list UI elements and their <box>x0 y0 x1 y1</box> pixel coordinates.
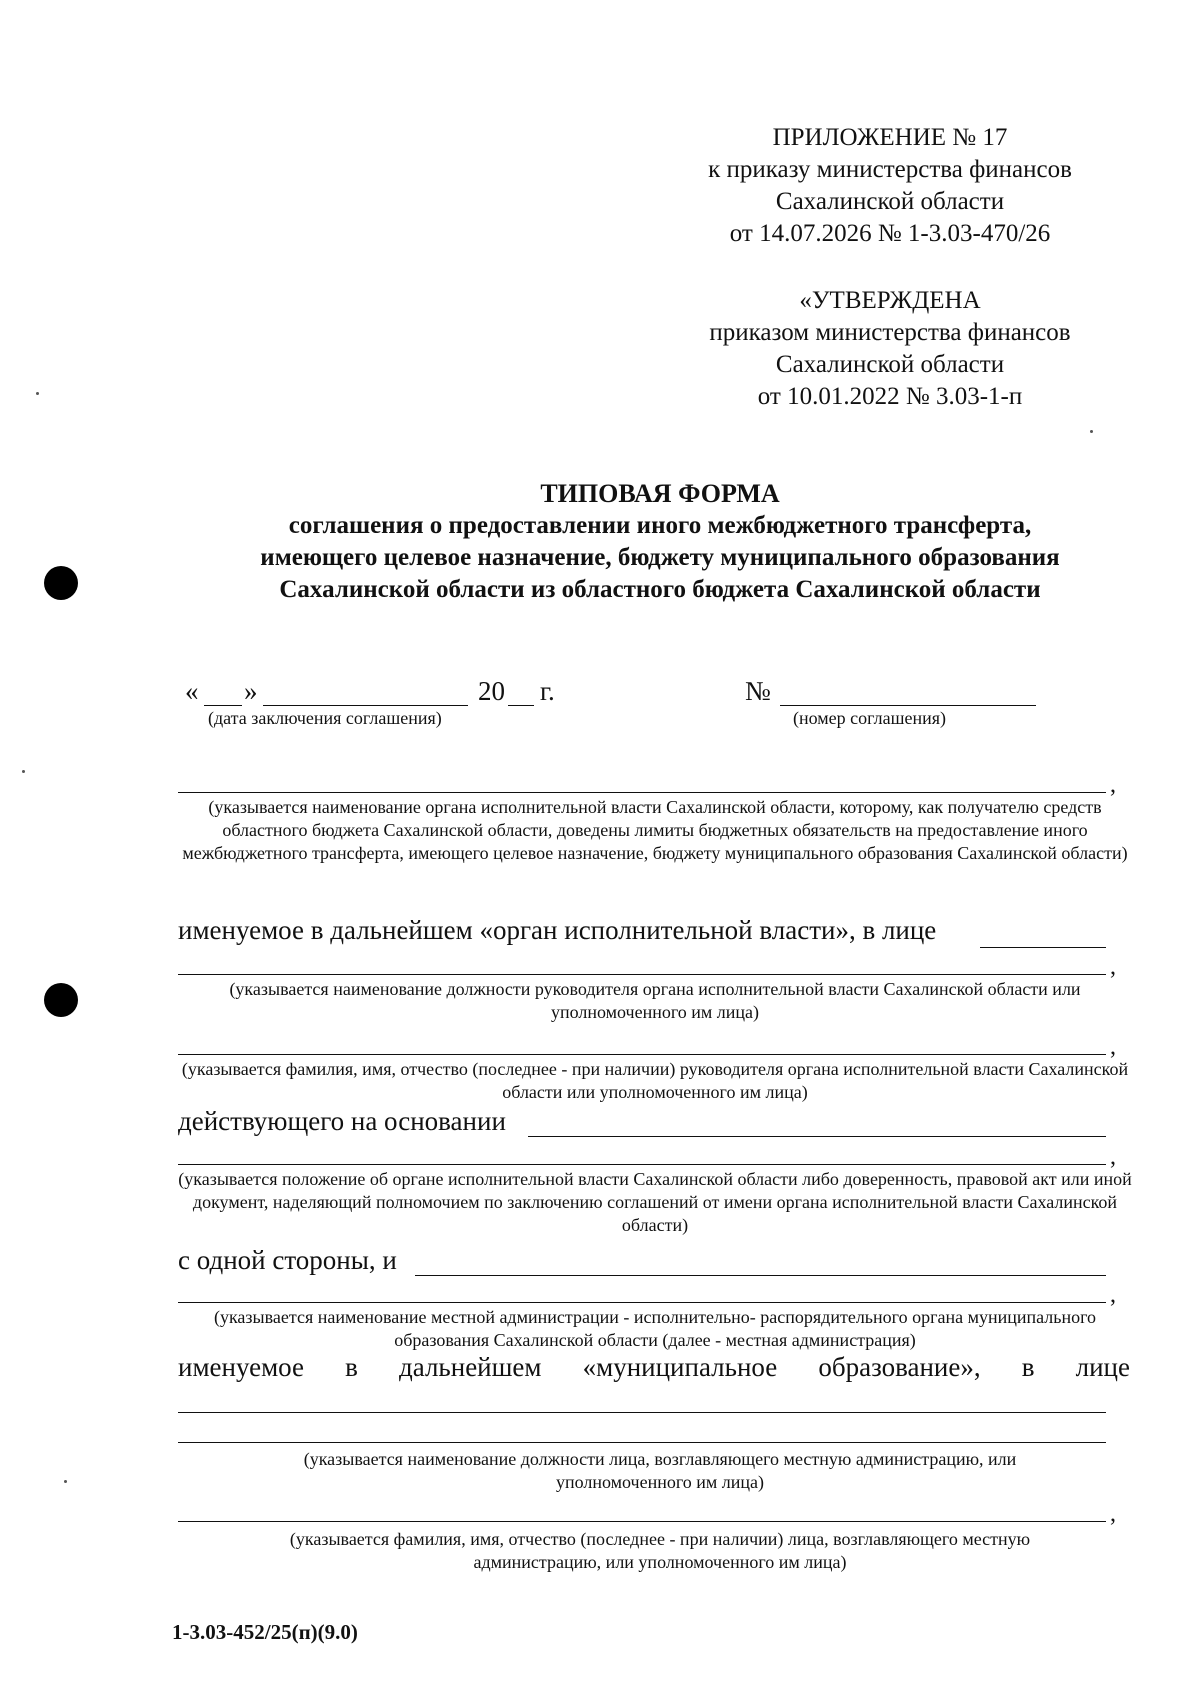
comma: , <box>1110 772 1116 798</box>
appendix-line-1: ПРИЛОЖЕНИЕ № 17 <box>772 124 1008 151</box>
municipal-word: в <box>1021 1352 1035 1382</box>
second-party-blank <box>415 1275 1106 1276</box>
appendix-line-4: от 14.07.2026 № 1-3.03-470/26 <box>729 220 1051 247</box>
number-caption: (номер соглашения) <box>793 708 946 728</box>
acting-basis-phrase: действующего на основании <box>178 1106 506 1136</box>
local-admin-field <box>178 1302 1106 1303</box>
representative-blank <box>980 947 1106 948</box>
day-blank <box>204 705 242 706</box>
number-sign: № <box>745 676 771 706</box>
punch-hole-top <box>44 566 78 600</box>
date-caption: (дата заключения соглашения) <box>208 708 442 728</box>
scan-speck <box>1090 430 1093 433</box>
organ-caption: (указывается наименование органа исполнительной власти Сахалинской области, которому, как получателю средств областного бюджета Сахалинской области, доведены лимиты бюджетных обязательств на предоставление иного межбюджетного трансферта, имеющего целевое назначение, бюджету муниципального образования Сахалинской области) <box>182 797 1128 863</box>
head-position-field <box>178 974 1106 975</box>
date-open-quote: « <box>185 676 199 706</box>
form-heading: ТИПОВАЯ ФОРМА <box>540 479 780 508</box>
approved-block <box>640 285 1140 413</box>
comma: , <box>1110 1282 1116 1308</box>
head-name-caption: (указывается фамилия, имя, отчество (последнее - при наличии) руководителя органа исполнительной власти Сахалинской области или уполномоченного им лица) <box>181 1059 1129 1102</box>
municipal-word: в <box>345 1352 358 1382</box>
municipal-phrase <box>178 1352 1130 1383</box>
basis-blank <box>528 1136 1106 1137</box>
local-admin-caption: (указывается наименование местной администрации - исполнительно- распорядительного органа муниципального образования Сахалинской области (далее - местная администрация) <box>213 1307 1097 1350</box>
year-suffix: г. <box>540 676 555 706</box>
approved-line-3: Сахалинской области <box>775 351 1005 378</box>
comma: , <box>1110 1144 1116 1170</box>
document-code: 1-3.03-452/25(п)(9.0) <box>172 1620 358 1644</box>
local-head-name-caption: (указывается фамилия, имя, отчество (последнее - при наличии) лица, возглавляющего местную администрацию, или уполномоченного им лица) <box>289 1529 1031 1572</box>
scan-speck <box>64 1480 67 1483</box>
municipal-word: образование», <box>818 1352 981 1382</box>
scan-speck <box>22 770 25 773</box>
approved-line-4: от 10.01.2022 № 3.03-1-п <box>757 383 1023 410</box>
basis-field <box>178 1164 1106 1165</box>
appendix-line-3: Сахалинской области <box>775 188 1005 215</box>
title-line-1: соглашения о предоставлении иного межбюджетного трансферта, <box>288 512 1032 539</box>
date-close-quote: » <box>244 676 258 706</box>
year-prefix: 20 <box>478 676 505 706</box>
hereinafter-organ-phrase: именуемое в дальнейшем «орган исполнительной власти», в лице <box>178 915 937 945</box>
agreement-number-blank <box>780 705 1036 706</box>
municipal-word: «муниципальное <box>582 1352 778 1382</box>
head-position-caption: (указывается наименование должности руководителя органа исполнительной власти Сахалинской области или уполномоченного им лица) <box>229 979 1081 1022</box>
municipal-word: именуемое <box>178 1352 304 1382</box>
one-side-phrase: с одной стороны, и <box>178 1245 397 1275</box>
document-title <box>170 478 1150 606</box>
local-head-name-field <box>178 1521 1106 1522</box>
scan-speck <box>36 392 39 395</box>
month-blank <box>263 705 468 706</box>
basis-caption: (указывается положение об органе исполнительной власти Сахалинской области либо доверенность, правовой акт или иной документ, наделяющий полномочием по заключению соглашений от имени органа исполнительной власти Сахалинской области) <box>178 1169 1132 1235</box>
organ-name-field <box>178 792 1106 793</box>
local-head-field-2 <box>178 1442 1106 1443</box>
head-name-field <box>178 1054 1106 1055</box>
appendix-block <box>640 122 1140 250</box>
year-blank <box>508 705 534 706</box>
comma: , <box>1110 1501 1116 1527</box>
appendix-line-2: к приказу министерства финансов <box>708 156 1072 183</box>
comma: , <box>1110 1034 1116 1060</box>
title-line-2: имеющего целевое назначение, бюджету муниципального образования <box>260 544 1060 571</box>
local-head-position-caption: (указывается наименование должности лица, возглавляющего местную администрацию, или уполномоченного им лица) <box>303 1449 1017 1492</box>
approved-line-2: приказом министерства финансов <box>709 319 1071 346</box>
municipal-word: дальнейшем <box>399 1352 542 1382</box>
municipal-word: лице <box>1075 1352 1130 1382</box>
approved-line-1: «УТВЕРЖДЕНА <box>799 287 981 314</box>
local-head-field-1 <box>178 1412 1106 1413</box>
comma: , <box>1110 954 1116 980</box>
punch-hole-bottom <box>44 983 78 1017</box>
title-line-3: Сахалинской области из областного бюджета Сахалинской области <box>279 576 1041 603</box>
